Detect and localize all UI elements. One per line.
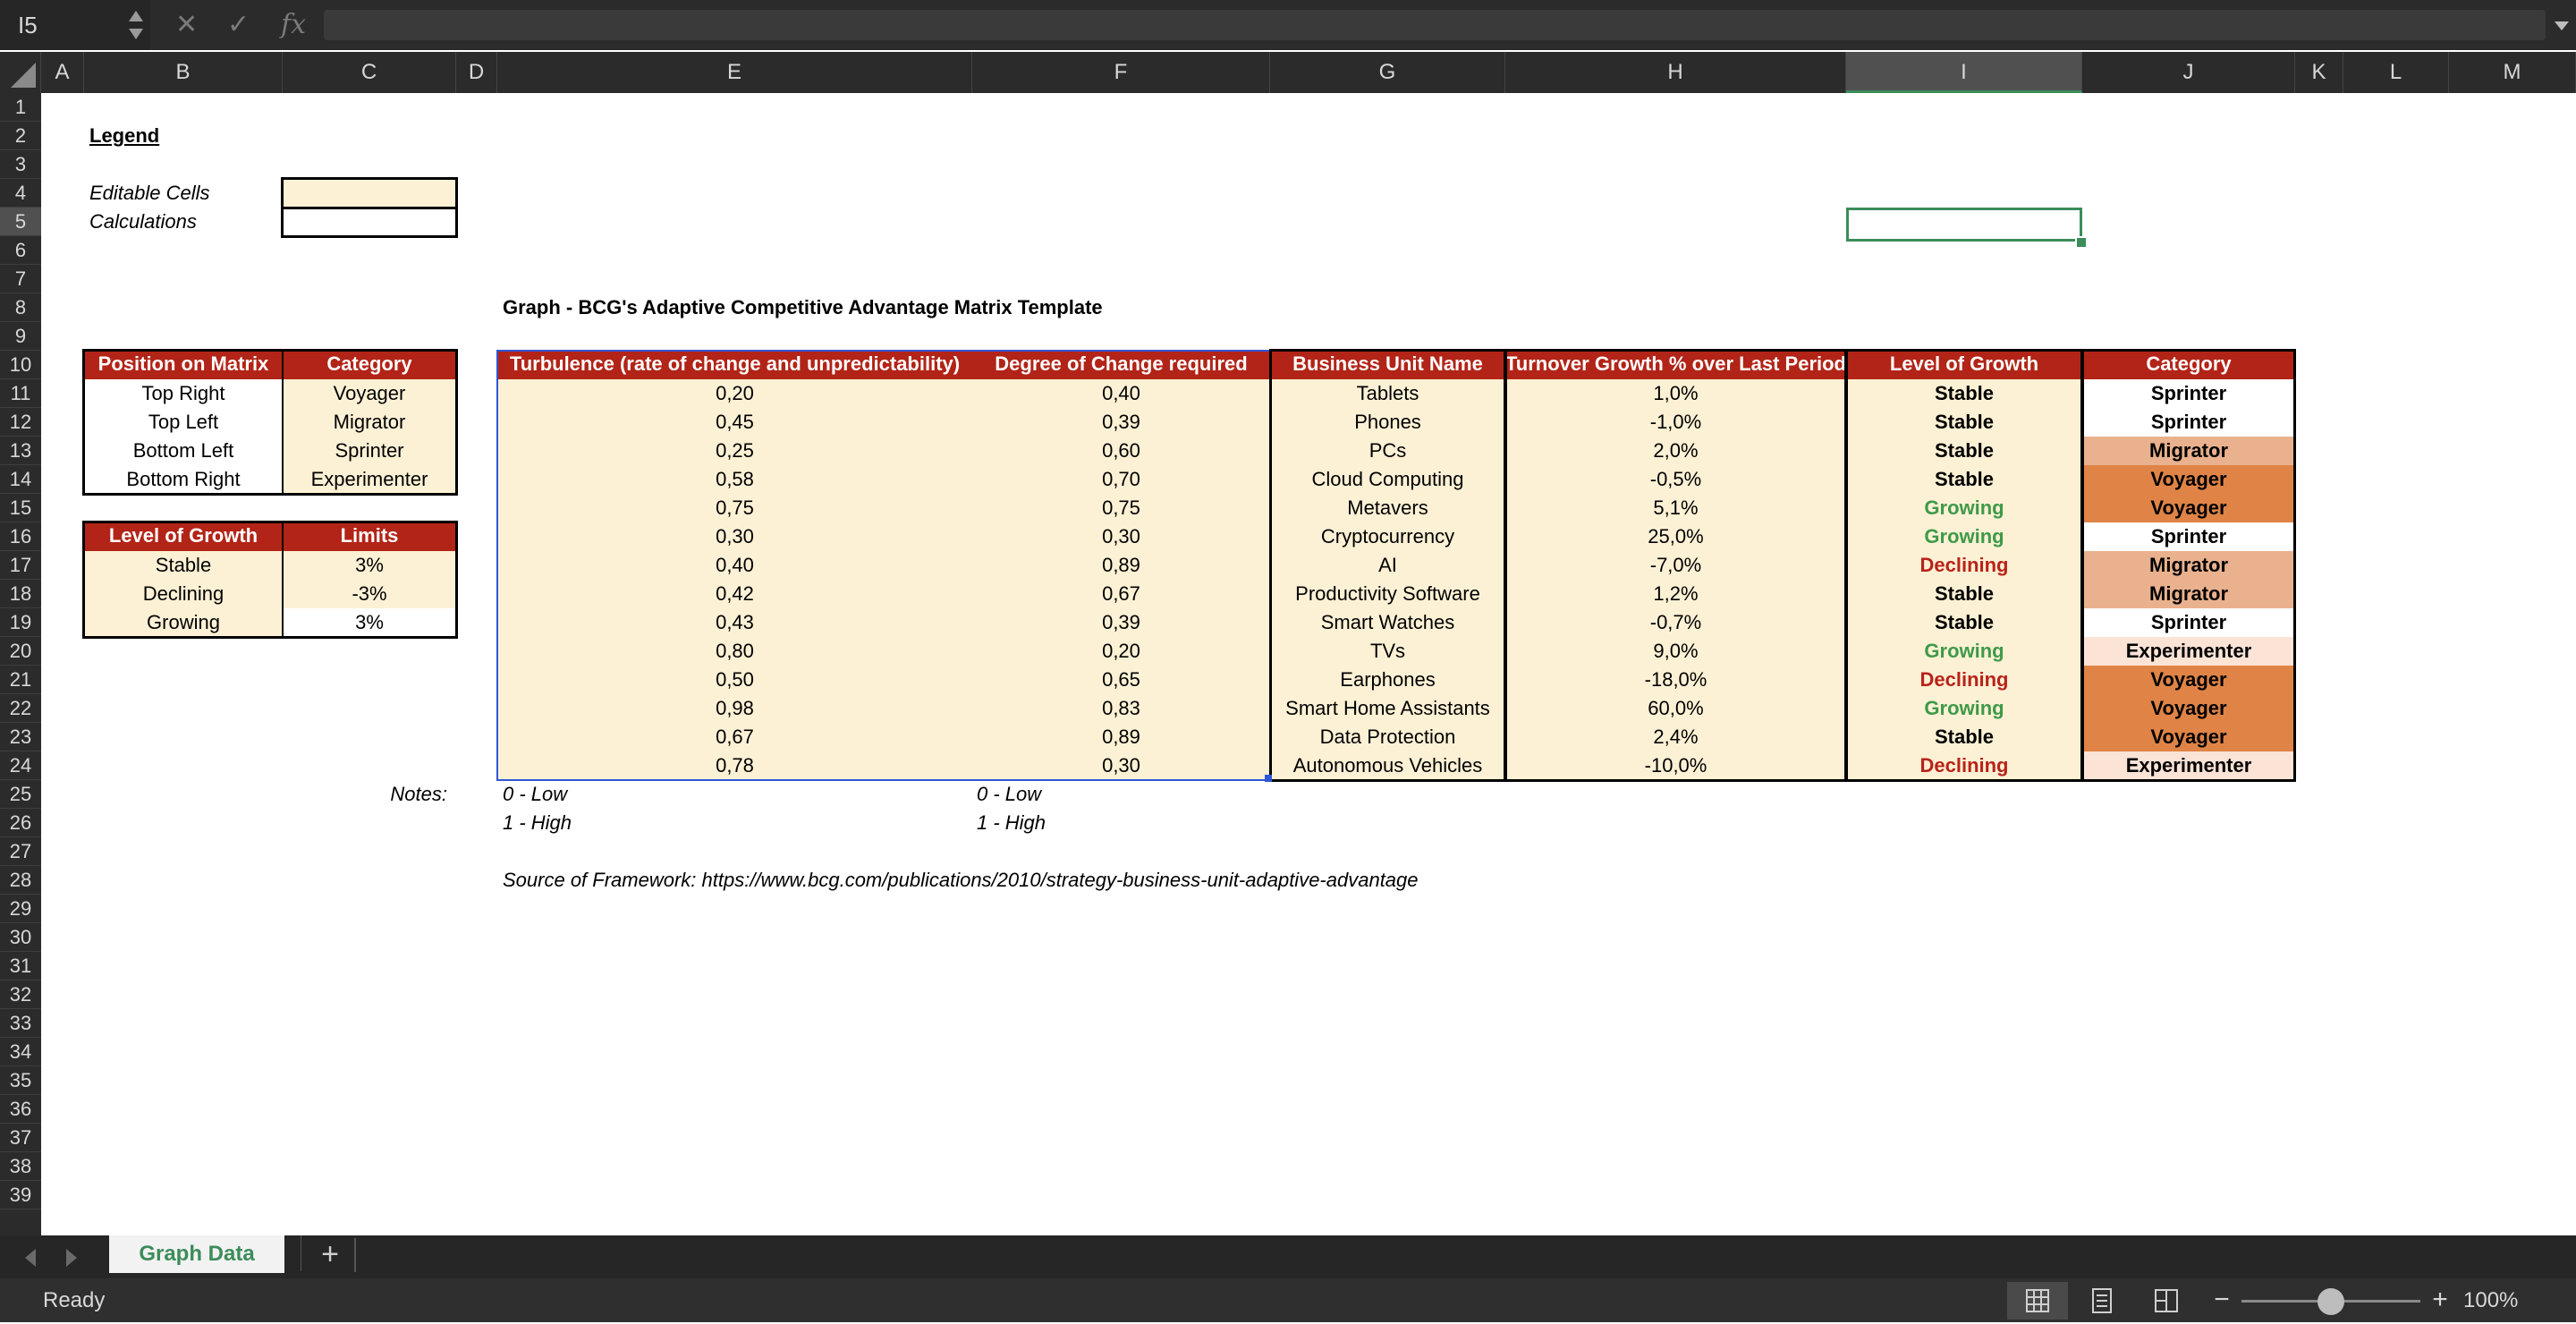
business-unit-cell[interactable]: Smart Watches — [1270, 608, 1505, 637]
turnover-growth-cell[interactable]: 1,0% — [1505, 379, 1846, 408]
growth-limit-cell[interactable]: -3% — [283, 580, 456, 608]
growth-level-cell[interactable]: Growing — [1846, 694, 2082, 723]
growth-level-cell[interactable]: Stable — [1846, 379, 2082, 408]
name-box-stepper-icon[interactable] — [125, 7, 147, 43]
notes-degree-high: 1 - High — [977, 811, 1046, 834]
position-cell[interactable]: Bottom Left — [132, 439, 234, 462]
turbulence-cell[interactable]: 0,67 — [497, 723, 972, 751]
growth-header-0: Level of Growth — [84, 522, 283, 551]
column-header-g[interactable]: G — [1270, 52, 1505, 93]
row-header-39[interactable]: 39 — [0, 1181, 41, 1209]
growth-level-cell[interactable]: Stable — [1846, 608, 2082, 637]
business-unit-cell[interactable]: Autonomous Vehicles — [1270, 751, 1505, 780]
page-layout-icon — [2072, 1282, 2132, 1320]
row-header-3[interactable]: 3 — [0, 150, 41, 179]
row-header-15[interactable]: 15 — [0, 494, 41, 522]
cancel-icon[interactable]: ✕ — [175, 10, 199, 39]
main-header-1: Degree of Change required — [972, 351, 1270, 379]
business-unit-cell[interactable]: PCs — [1270, 437, 1505, 465]
legend-editable-swatch[interactable] — [283, 179, 456, 208]
turbulence-cell[interactable]: 0,25 — [497, 437, 972, 465]
formula-input[interactable] — [324, 10, 2546, 40]
row-header-33[interactable]: 33 — [0, 1009, 41, 1038]
degree-change-cell[interactable]: 0,39 — [972, 408, 1270, 437]
degree-change-cell[interactable]: 0,89 — [972, 723, 1270, 751]
row-header-19[interactable]: 19 — [0, 608, 41, 637]
row-header-25[interactable]: 25 — [0, 780, 41, 809]
row-header-6[interactable]: 6 — [0, 236, 41, 265]
degree-change-cell[interactable]: 0,30 — [972, 522, 1270, 551]
column-header-f[interactable]: F — [972, 52, 1270, 93]
position-category-cell[interactable]: Sprinter — [283, 437, 456, 465]
main-table-column-border-h — [1504, 349, 1847, 782]
main-table-column-border-i — [1845, 349, 2083, 782]
notes-turbulence-low: 0 - Low — [503, 783, 568, 805]
position-cell[interactable]: Top Left — [148, 411, 219, 433]
row-header-14[interactable]: 14 — [0, 465, 41, 494]
category-cell[interactable]: Voyager — [2082, 694, 2295, 723]
turnover-growth-cell[interactable]: -10,0% — [1505, 751, 1846, 780]
row-header-10[interactable]: 10 — [0, 351, 41, 379]
turnover-growth-cell[interactable]: -7,0% — [1505, 551, 1846, 580]
degree-change-cell[interactable]: 0,39 — [972, 608, 1270, 637]
row-header-22[interactable]: 22 — [0, 694, 41, 723]
growth-level-cell[interactable]: Declining — [1846, 666, 2082, 694]
row-header-7[interactable]: 7 — [0, 265, 41, 293]
turbulence-cell[interactable]: 0,98 — [497, 694, 972, 723]
category-cell[interactable]: Voyager — [2082, 723, 2295, 751]
formula-expand-icon[interactable] — [2553, 16, 2571, 34]
confirm-icon[interactable]: ✓ — [227, 10, 250, 39]
row-header-28[interactable]: 28 — [0, 866, 41, 895]
column-header-i[interactable]: I — [1846, 52, 2082, 93]
legend-divider — [283, 207, 456, 209]
growth-level-cell[interactable]: Growing — [84, 608, 283, 637]
degree-change-cell[interactable]: 0,65 — [972, 666, 1270, 694]
growth-level-cell[interactable]: Stable — [1846, 408, 2082, 437]
degree-change-cell[interactable]: 0,40 — [972, 379, 1270, 408]
legend-editable-label: Editable Cells — [89, 182, 210, 204]
name-box[interactable]: I5 — [0, 0, 150, 50]
row-header-11[interactable]: 11 — [0, 379, 41, 408]
position-category-cell[interactable]: Voyager — [283, 379, 456, 408]
business-unit-cell[interactable]: Earphones — [1270, 666, 1505, 694]
business-unit-cell[interactable]: TVs — [1270, 637, 1505, 666]
sheet-tab-graph-data[interactable]: Graph Data — [109, 1235, 284, 1273]
turbulence-cell[interactable]: 0,42 — [497, 580, 972, 608]
growth-level-cell[interactable]: Stable — [1846, 437, 2082, 465]
row-header-24[interactable]: 24 — [0, 751, 41, 780]
turnover-growth-cell[interactable]: 1,2% — [1505, 580, 1846, 608]
degree-change-cell[interactable]: 0,60 — [972, 437, 1270, 465]
growth-limit-cell[interactable]: 3% — [355, 611, 384, 633]
row-header-bar — [0, 93, 41, 1235]
turbulence-cell[interactable]: 0,58 — [497, 465, 972, 494]
business-unit-cell[interactable]: Data Protection — [1270, 723, 1505, 751]
position-table-border — [82, 349, 458, 496]
position-category-cell[interactable]: Migrator — [283, 408, 456, 437]
main-header-4: Level of Growth — [1846, 351, 2082, 379]
turnover-growth-cell[interactable]: 9,0% — [1505, 637, 1846, 666]
row-header-1[interactable]: 1 — [0, 93, 41, 122]
turbulence-cell[interactable]: 0,50 — [497, 666, 972, 694]
category-cell[interactable]: Experimenter — [2082, 751, 2295, 780]
column-header-e[interactable]: E — [497, 52, 972, 93]
business-unit-cell[interactable]: Phones — [1270, 408, 1505, 437]
turnover-growth-cell[interactable]: 2,0% — [1505, 437, 1846, 465]
turnover-growth-cell[interactable]: -0,5% — [1505, 465, 1846, 494]
row-header-38[interactable]: 38 — [0, 1152, 41, 1181]
row-header-21[interactable]: 21 — [0, 666, 41, 694]
notes-turbulence-high: 1 - High — [503, 811, 572, 834]
business-unit-cell[interactable]: Cryptocurrency — [1270, 522, 1505, 551]
row-header-36[interactable]: 36 — [0, 1095, 41, 1124]
position-cell[interactable]: Bottom Right — [126, 468, 241, 490]
row-header-2[interactable]: 2 — [0, 122, 41, 150]
category-cell[interactable]: Sprinter — [2082, 379, 2295, 408]
fill-handle[interactable] — [2075, 236, 2088, 249]
growth-header-1: Limits — [283, 522, 456, 551]
turbulence-cell[interactable]: 0,20 — [497, 379, 972, 408]
growth-level-cell[interactable]: Stable — [1846, 465, 2082, 494]
row-header-34[interactable]: 34 — [0, 1038, 41, 1066]
turbulence-cell[interactable]: 0,30 — [497, 522, 972, 551]
growth-level-cell[interactable]: Declining — [1846, 751, 2082, 780]
legend-title: Legend — [89, 124, 160, 147]
tab-scroll-right-icon[interactable] — [63, 1247, 80, 1269]
graph-title: Graph - BCG's Adaptive Competitive Advantage Matrix Template — [503, 296, 1103, 318]
position-header-1: Category — [283, 351, 456, 379]
business-unit-cell[interactable]: Tablets — [1270, 379, 1505, 408]
zoom-slider-thumb[interactable] — [2318, 1288, 2344, 1315]
row-header-32[interactable]: 32 — [0, 980, 41, 1009]
turnover-growth-cell[interactable]: -18,0% — [1505, 666, 1846, 694]
row-header-23[interactable]: 23 — [0, 723, 41, 751]
column-header-d[interactable]: D — [456, 52, 497, 93]
degree-change-cell[interactable]: 0,30 — [972, 751, 1270, 780]
row-header-13[interactable]: 13 — [0, 437, 41, 465]
column-header-bar — [0, 52, 2576, 93]
tab-divider-2 — [354, 1238, 356, 1272]
business-unit-cell[interactable]: Cloud Computing — [1270, 465, 1505, 494]
notes-label: Notes: — [390, 783, 447, 805]
degree-change-cell[interactable]: 0,89 — [972, 551, 1270, 580]
turnover-growth-cell[interactable]: 25,0% — [1505, 522, 1846, 551]
row-header-9[interactable]: 9 — [0, 322, 41, 351]
growth-level-cell[interactable]: Growing — [1846, 494, 2082, 522]
normal-view-button[interactable] — [2007, 1282, 2068, 1320]
normal-view-icon — [2007, 1282, 2068, 1320]
growth-level-cell[interactable]: Stable — [84, 551, 283, 580]
tab-divider — [301, 1235, 305, 1271]
turnover-growth-cell[interactable]: 2,4% — [1505, 723, 1846, 751]
row-header-20[interactable]: 20 — [0, 637, 41, 666]
page-break-icon — [2136, 1282, 2197, 1320]
column-header-k[interactable]: K — [2295, 52, 2343, 93]
row-header-37[interactable]: 37 — [0, 1124, 41, 1152]
column-header-c[interactable]: C — [283, 52, 456, 93]
degree-change-cell[interactable]: 0,75 — [972, 494, 1270, 522]
row-header-17[interactable]: 17 — [0, 551, 41, 580]
main-header-0: Turbulence (rate of change and unpredictability) — [497, 351, 972, 379]
tab-scroll-left-icon[interactable] — [21, 1247, 39, 1269]
category-cell[interactable]: Migrator — [2082, 551, 2295, 580]
legend-calculations-swatch[interactable] — [283, 208, 456, 236]
column-header-a[interactable]: A — [41, 52, 84, 93]
turnover-growth-cell[interactable]: 60,0% — [1505, 694, 1846, 723]
growth-level-cell[interactable]: Growing — [1846, 522, 2082, 551]
range-fill-handle[interactable] — [1265, 775, 1272, 782]
business-unit-cell[interactable]: AI — [1270, 551, 1505, 580]
row-header-26[interactable]: 26 — [0, 809, 41, 837]
column-header-h[interactable]: H — [1505, 52, 1846, 93]
row-header-30[interactable]: 30 — [0, 923, 41, 952]
column-header-j[interactable]: J — [2082, 52, 2295, 93]
category-cell[interactable]: Voyager — [2082, 494, 2295, 522]
row-header-16[interactable]: 16 — [0, 522, 41, 551]
table-column-divider — [282, 522, 284, 637]
main-header-3: Turnover Growth % over Last Period — [1505, 351, 1846, 379]
business-unit-cell[interactable]: Smart Home Assistants — [1270, 694, 1505, 723]
growth-limit-cell[interactable]: 3% — [283, 551, 456, 580]
table-column-divider — [282, 351, 284, 494]
degree-change-cell[interactable]: 0,67 — [972, 580, 1270, 608]
growth-table-border — [82, 521, 458, 639]
degree-change-cell[interactable]: 0,20 — [972, 637, 1270, 666]
position-header-0: Position on Matrix — [84, 351, 283, 379]
turbulence-cell[interactable]: 0,45 — [497, 408, 972, 437]
row-header-35[interactable]: 35 — [0, 1066, 41, 1095]
fx-icon[interactable]: fx — [281, 9, 307, 40]
select-all-corner[interactable] — [0, 52, 41, 93]
status-ready: Ready — [43, 1288, 106, 1312]
category-cell[interactable]: Migrator — [2082, 580, 2295, 608]
column-header-m[interactable]: M — [2449, 52, 2576, 93]
growth-level-cell[interactable]: Growing — [1846, 637, 2082, 666]
range-selection-outline[interactable] — [496, 350, 1271, 781]
row-header-18[interactable]: 18 — [0, 580, 41, 608]
turnover-growth-cell[interactable]: -0,7% — [1505, 608, 1846, 637]
turbulence-cell[interactable]: 0,43 — [497, 608, 972, 637]
row-header-31[interactable]: 31 — [0, 952, 41, 980]
position-category-cell[interactable]: Experimenter — [283, 465, 456, 494]
row-header-12[interactable]: 12 — [0, 408, 41, 437]
growth-level-cell[interactable]: Declining — [84, 580, 283, 608]
turnover-growth-cell[interactable]: -1,0% — [1505, 408, 1846, 437]
growth-level-cell[interactable]: Stable — [1846, 723, 2082, 751]
row-header-27[interactable]: 27 — [0, 837, 41, 866]
main-header-2: Business Unit Name — [1270, 351, 1505, 379]
business-unit-cell[interactable]: Productivity Software — [1270, 580, 1505, 608]
zoom-out-button[interactable]: − — [2214, 1285, 2230, 1314]
growth-level-cell[interactable]: Stable — [1846, 580, 2082, 608]
degree-change-cell[interactable]: 0,83 — [972, 694, 1270, 723]
notes-degree-low: 0 - Low — [977, 783, 1042, 805]
row-header-8[interactable]: 8 — [0, 293, 41, 322]
category-cell[interactable]: Experimenter — [2082, 637, 2295, 666]
zoom-percentage[interactable]: 100% — [2463, 1288, 2519, 1312]
main-table-column-border-j — [2081, 349, 2296, 782]
category-cell[interactable]: Sprinter — [2082, 408, 2295, 437]
row-header-4[interactable]: 4 — [0, 179, 41, 208]
category-cell[interactable]: Sprinter — [2082, 522, 2295, 551]
page-break-view-button[interactable] — [2136, 1282, 2197, 1320]
page-layout-view-button[interactable] — [2072, 1282, 2132, 1320]
degree-change-cell[interactable]: 0,70 — [972, 465, 1270, 494]
selected-cell-outline[interactable] — [1846, 208, 2082, 242]
category-cell[interactable]: Migrator — [2082, 437, 2295, 465]
category-cell[interactable]: Voyager — [2082, 666, 2295, 694]
row-header-5[interactable]: 5 — [0, 208, 41, 236]
source-of-framework: Source of Framework: https://www.bcg.com/publications/2010/strategy-business-unit-adaptive-advantage — [503, 869, 1419, 891]
column-header-b[interactable]: B — [84, 52, 283, 93]
sheet-tab-bar — [0, 1235, 2576, 1278]
row-header-29[interactable]: 29 — [0, 895, 41, 923]
turbulence-cell[interactable]: 0,80 — [497, 637, 972, 666]
growth-level-cell[interactable]: Declining — [1846, 551, 2082, 580]
add-sheet-icon[interactable]: + — [321, 1237, 339, 1271]
turbulence-cell[interactable]: 0,75 — [497, 494, 972, 522]
main-table-column-border-g — [1269, 349, 1506, 782]
business-unit-cell[interactable]: Metavers — [1270, 494, 1505, 522]
legend-border — [281, 177, 458, 238]
turbulence-cell[interactable]: 0,78 — [497, 751, 972, 780]
category-cell[interactable]: Sprinter — [2082, 608, 2295, 637]
column-header-l[interactable]: L — [2343, 52, 2449, 93]
zoom-in-button[interactable]: + — [2432, 1285, 2448, 1314]
main-header-5: Category — [2082, 351, 2295, 379]
turbulence-cell[interactable]: 0,40 — [497, 551, 972, 580]
position-cell[interactable]: Top Right — [141, 382, 225, 404]
category-cell[interactable]: Voyager — [2082, 465, 2295, 494]
turnover-growth-cell[interactable]: 5,1% — [1505, 494, 1846, 522]
legend-calculations-label: Calculations — [89, 210, 197, 233]
